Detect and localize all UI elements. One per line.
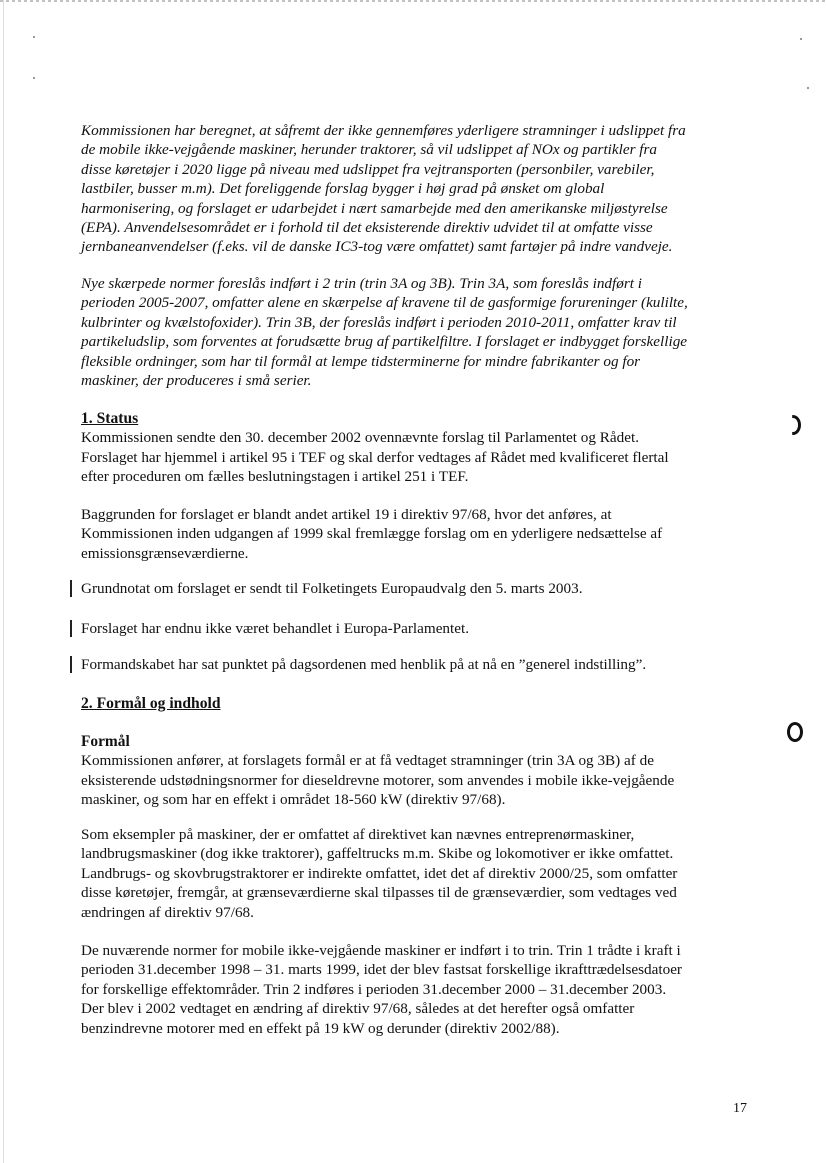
- status-paragraph-2: [81, 505, 753, 563]
- section-status: [81, 409, 753, 487]
- status-marked-line-1: [81, 579, 753, 598]
- formaal-paragraph-1: [81, 732, 753, 810]
- text-line: perioden 2005-2007, omfatter alene en skærpelse af kravene til de gasformige forureninger (kulilte,: [81, 294, 688, 312]
- scan-speck: [33, 77, 35, 79]
- text-line: jernbaneanvendelser (f.eks. vil de danske IC3-tog være omfattet) samt fartøjer på indre vandveje.: [81, 238, 673, 256]
- text-line: lastbiler, busser m.m). Det foreliggende forslag bygger i høj grad på ønsket om global: [81, 180, 605, 198]
- text-line: Kommissionen anfører, at forslagets formål er at få vedtaget stramninger (trin 3A og 3B) af de: [81, 752, 654, 770]
- text-line: for forskellige effektområder. Trin 2 indføres i perioden 31.december 2000 – 31.december 2003.: [81, 980, 667, 998]
- text-line: disse køretøjer i 2020 ligge på niveau med udslippet fra vejtransporten (personbiler, varebiler,: [81, 160, 655, 178]
- text-line: Kommissionen inden udgangen af 1999 skal fremlægge forslag om en yderligere nedsættelse af: [81, 525, 663, 543]
- text-line: Der blev i 2002 vedtaget en ændring af direktiv 97/68, således at det herefter også omfatter: [81, 1000, 635, 1018]
- text-line: maskiner, og som har en effekt i området 18-560 kW (direktiv 97/68).: [81, 791, 506, 809]
- change-bar: [70, 580, 72, 597]
- punch-hole-icon: [785, 415, 801, 437]
- text-line: harmonisering, og forslaget er udarbejdet i nært samarbejde med den amerikanske miljøstyrelse: [81, 199, 668, 217]
- text-line: de mobile ikke-vejgående maskiner, herunder traktorer, så vil udslippet af NOx og partikler fra: [81, 141, 658, 159]
- text-line: maskiner, der produceres i små serier.: [81, 372, 312, 390]
- status-marked-line-2: [81, 619, 753, 638]
- section-heading: 1. Status: [81, 410, 139, 427]
- text-line: efter proceduren om fælles beslutningstagen i artikel 251 i TEF.: [81, 468, 469, 486]
- text-line: Forslaget har endnu ikke været behandlet i Europa-Parlamentet.: [81, 620, 470, 637]
- formaal-paragraph-2: [81, 825, 753, 922]
- text-line: partikeludslip, som forventes at forudsætte brug af partikelfiltre. I forslaget er indbygget forskellige: [81, 333, 688, 351]
- text-line: Som eksempler på maskiner, der er omfattet af direktivet kan nævnes entreprenørmaskiner,: [81, 826, 635, 843]
- text-line: eksisterende udstødningsnormer for dieseldrevne motorer, som anvendes i mobile ikke-vejgående: [81, 771, 675, 789]
- text-line: benzindrevne motorer med en effekt på 19 kW og derunder (direktiv 2002/88).: [81, 1019, 560, 1037]
- text-line: Kommissionen sendte den 30. december 2002 ovennævnte forslag til Parlamentet og Rådet.: [81, 429, 640, 447]
- text-line: Grundnotat om forslaget er sendt til Folketingets Europaudvalg den 5. marts 2003.: [81, 580, 583, 597]
- page-number: 17: [733, 1101, 747, 1116]
- subheading: Formål: [81, 733, 130, 750]
- text-line: ændringen af direktiv 97/68.: [81, 903, 254, 921]
- text-line: Forslaget har hjemmel i artikel 95 i TEF og skal derfor vedtages af Rådet med kvalificeret flertal: [81, 448, 669, 466]
- text-line: Kommissionen har beregnet, at såfremt der ikke gennemføres yderligere stramninger i udslippet fra: [81, 122, 686, 139]
- status-marked-line-3: [81, 655, 753, 674]
- text-line: fleksible ordninger, som har til formål at lempe tidsterminerne for mindre fabrikanter og for: [81, 352, 641, 370]
- text-line: Baggrunden for forslaget er blandt andet artikel 19 i direktiv 97/68, hvor det anføres, at: [81, 506, 612, 523]
- scan-speck: [800, 38, 802, 40]
- punch-hole-icon: [787, 722, 803, 744]
- text-line: kulbrinter og kvælstofoxider). Trin 3B, der foreslås indført i perioden 2010-2011, omfatter krav til: [81, 313, 677, 331]
- text-line: disse køretøjer, fremgår, at grænseværdierne skal tilpasses til de grænseværdier, som vedtages ved: [81, 884, 677, 902]
- text-line: Formandskabet har sat punktet på dagsordenen med henblik på at nå en ”generel indstilling”.: [81, 656, 647, 673]
- scan-speck: [807, 87, 809, 89]
- text-line: De nuværende normer for mobile ikke-vejgående maskiner er indført i to trin. Trin 1 trådte i kraft i: [81, 942, 681, 959]
- text-line: perioden 31.december 1998 – 31. marts 1999, idet der blev fastsat forskellige ikrafttrædelsesdatoer: [81, 961, 682, 979]
- change-bar: [70, 620, 72, 637]
- scan-speck: [33, 36, 35, 38]
- text-line: (EPA). Anvendelsesområdet er i forhold til det eksisterende direktiv udvidet til at omfatte visse: [81, 219, 653, 237]
- text-line: Nye skærpede normer foreslås indført i 2 trin (trin 3A og 3B). Trin 3A, som foreslås indført i: [81, 275, 642, 292]
- scan-edge-left: [3, 0, 4, 1163]
- text-line: emissionsgrænseværdierne.: [81, 544, 249, 562]
- section-heading: 2. Formål og indhold: [81, 695, 221, 712]
- summary-paragraph-1: [81, 121, 753, 257]
- text-line: Landbrugs- og skovbrugstraktorer er indirekte omfattet, idet det af direktiv 2000/25, som omfatter: [81, 864, 678, 882]
- summary-paragraph-2: [81, 274, 753, 390]
- change-bar: [70, 656, 72, 673]
- section-formaal: [81, 694, 753, 713]
- formaal-paragraph-3: [81, 941, 753, 1038]
- text-line: landbrugsmaskiner (dog ikke traktorer), gaffeltrucks m.m. Skibe og lokomotiver er ikke omfattet.: [81, 845, 674, 863]
- scan-edge-top: [0, 0, 827, 2]
